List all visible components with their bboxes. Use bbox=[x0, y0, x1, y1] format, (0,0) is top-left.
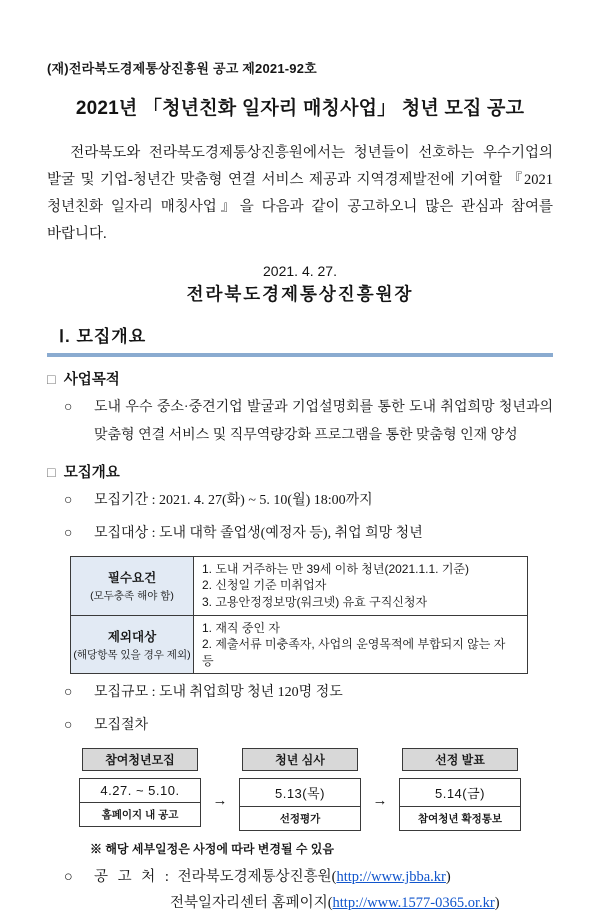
flow-step-recruit bbox=[79, 748, 201, 827]
section-divider bbox=[47, 353, 553, 357]
flow-step-desc: 참여청년 확정통보 bbox=[417, 813, 503, 825]
announcement-number: (재)전라북도경제통상진흥원 공고 제2021-92호 bbox=[47, 61, 317, 76]
requirement-item: 2. 신청일 기준 미취업자 bbox=[202, 578, 327, 593]
requirements-table bbox=[70, 556, 528, 675]
recruit-scale-text: 모집규모 : 도내 취업희망 청년 120명 정도 bbox=[94, 685, 343, 700]
flow-step-date: 4.27. ~ 5.10. bbox=[80, 779, 200, 803]
jobcenter-link[interactable]: http://www.1577-0365.or.kr bbox=[332, 895, 495, 911]
circle-bullet-icon: ○ bbox=[64, 492, 73, 508]
recruit-period-item bbox=[64, 487, 553, 515]
process-flow-diagram bbox=[47, 748, 553, 831]
exclusion-header-sub: (해당항목 있을 경우 제외) bbox=[73, 648, 191, 661]
intro-paragraph: 전라북도와 전라북도경제통상진흥원에서는 청년들이 선호하는 우수기업의 발굴 및 기업-청년간 맞춤형 연결 서비스 제공과 지역경제발전에 기여할 『2021 청년친화 일자리 매칭사업』을 다음과 같이 공고하오니 많은 관심과 참여를 바랍니다. bbox=[47, 145, 553, 242]
purpose-label-text: 사업목적 bbox=[63, 371, 120, 388]
flow-step-date: 5.13(목) bbox=[240, 779, 360, 807]
notice-org1-close: ) bbox=[445, 869, 451, 885]
procedure-item bbox=[64, 712, 553, 740]
document-title: 2021년 「청년친화 일자리 매칭사업」 청년 모집 공고 bbox=[75, 98, 525, 119]
purpose-item-text: 도내 우수 중소·중견기업 발굴과 기업설명회를 통한 도내 취업희망 청년과의 맞춤형 연결 서비스 및 직무역량강화 프로그램을 통한 맞춤형 인재 양성 bbox=[94, 399, 553, 443]
overview-label-text: 모집개요 bbox=[63, 464, 120, 481]
circle-bullet-icon: ○ bbox=[64, 399, 73, 415]
purpose-item bbox=[64, 394, 553, 450]
recruit-target-text: 모집대상 : 도내 대학 졸업생(예정자 등), 취업 희망 청년 bbox=[94, 525, 423, 541]
table-row bbox=[71, 615, 528, 674]
recruit-scale-item bbox=[64, 679, 553, 707]
arrow-right-icon: → bbox=[372, 792, 388, 809]
table-content-cell bbox=[194, 615, 528, 674]
flow-step-date: 5.14(금) bbox=[400, 779, 520, 807]
notice-place-line2 bbox=[170, 890, 553, 916]
exclusion-item: 2. 제출서류 미충족자, 사업의 운영목적에 부합되지 않는 자 등 bbox=[202, 637, 506, 668]
procedure-label-text: 모집절차 bbox=[94, 718, 149, 733]
notice-org2-close: ) bbox=[494, 895, 500, 911]
table-content-cell bbox=[194, 556, 528, 615]
requirement-item: 3. 고용안정정보망(워크넷) 유효 구직신청자 bbox=[202, 594, 428, 609]
issuer-signature: 전라북도경제통상진흥원장 bbox=[186, 283, 414, 304]
requirement-header: 필수요건 bbox=[107, 571, 157, 585]
requirement-header-sub: (모두충족 해야 함) bbox=[90, 590, 174, 602]
circle-bullet-icon: ○ bbox=[64, 525, 73, 541]
flow-step-review bbox=[239, 748, 361, 831]
notice-place-block bbox=[47, 864, 553, 916]
table-row bbox=[71, 556, 528, 615]
exclusion-header: 제외대상 bbox=[107, 629, 157, 644]
flow-step-box bbox=[399, 778, 521, 831]
notice-org1-text: 전라북도경제통상진흥원( bbox=[177, 869, 337, 885]
flow-step-box bbox=[239, 778, 361, 831]
flow-step-box bbox=[79, 778, 201, 827]
square-bullet-icon: □ bbox=[47, 464, 56, 481]
recruit-period-text: 모집기간 : 2021. 4. 27(화) ~ 5. 10(월) 18:00까지 bbox=[94, 492, 373, 508]
announcement-date: 2021. 4. 27. bbox=[263, 262, 337, 279]
square-bullet-icon: □ bbox=[47, 371, 56, 388]
flow-step-desc: 선정평가 bbox=[279, 813, 321, 825]
purpose-label bbox=[47, 368, 553, 389]
schedule-change-note: ※ 해당 세부일정은 사정에 따라 변경될 수 있음 bbox=[90, 842, 334, 856]
table-header-cell bbox=[71, 615, 194, 674]
jbba-link[interactable]: http://www.jbba.kr bbox=[336, 869, 446, 885]
flow-step-desc: 홈페이지 내 공고 bbox=[101, 809, 179, 821]
overview-label bbox=[47, 461, 553, 482]
notice-place-label: 공 고 처 : bbox=[94, 869, 172, 885]
notice-place-line1 bbox=[64, 864, 553, 890]
circle-bullet-icon: ○ bbox=[64, 685, 73, 700]
exclusion-item: 1. 재직 중인 자 bbox=[202, 620, 280, 635]
arrow-right-icon: → bbox=[212, 792, 228, 809]
circle-bullet-icon: ○ bbox=[64, 869, 73, 885]
recruit-target-item bbox=[64, 520, 553, 548]
section-heading: Ⅰ. 모집개요 bbox=[59, 326, 147, 346]
flow-step-title: 선정 발표 bbox=[402, 748, 518, 771]
flow-step-announce bbox=[399, 748, 521, 831]
flow-step-title: 청년 심사 bbox=[242, 748, 358, 771]
flow-step-title: 참여청년모집 bbox=[82, 748, 198, 771]
circle-bullet-icon: ○ bbox=[64, 718, 73, 733]
notice-org2-text: 전북일자리센터 홈페이지( bbox=[170, 895, 333, 911]
table-header-cell bbox=[71, 556, 194, 615]
requirement-item: 1. 도내 거주하는 만 39세 이하 청년(2021.1.1. 기준) bbox=[202, 561, 470, 576]
